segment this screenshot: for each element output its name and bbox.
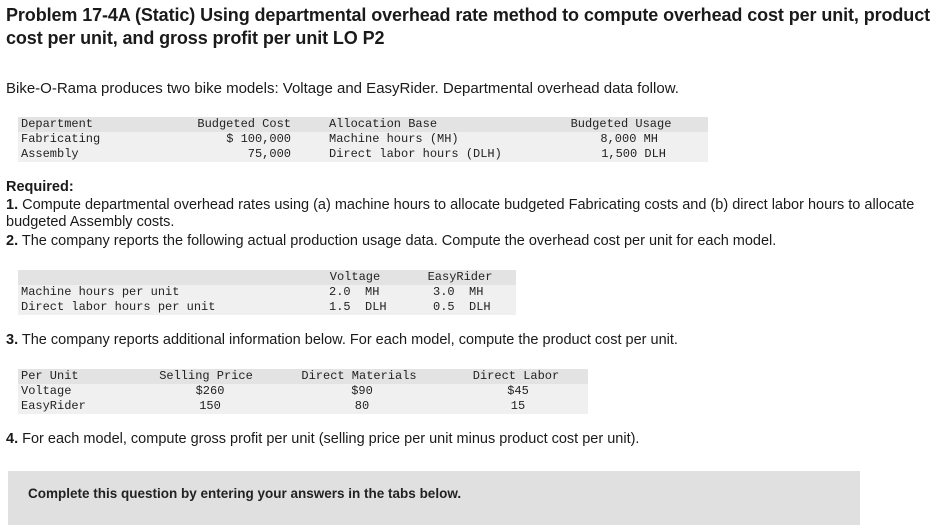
dept-row-assembly-base: Direct labor hours (DLH) bbox=[329, 147, 502, 161]
usage-row-labor-hours-voltage: 1.5 DLH bbox=[329, 300, 387, 314]
requirement-2 bbox=[6, 233, 936, 250]
requirement-1 bbox=[6, 197, 936, 231]
dept-header-allocation-base: Allocation Base bbox=[329, 117, 438, 131]
requirement-3-text: The company reports additional information below. For each model, compute the product cost per unit. bbox=[18, 332, 678, 348]
dept-row-assembly-name: Assembly bbox=[21, 147, 79, 161]
requirement-1-text: Compute departmental overhead rates using (a) machine hours to allocate budgeted Fabricating costs and (b) direct labor hours to allocate budgeted Assembly costs. bbox=[6, 197, 915, 230]
unit-header-selling-price: Selling Price bbox=[159, 369, 253, 383]
usage-row-labor-hours-easyrider: 0.5 DLH bbox=[433, 300, 491, 314]
requirement-1-number: 1. bbox=[6, 197, 19, 213]
usage-row-machine-hours-easyrider: 3.0 MH bbox=[433, 285, 484, 299]
usage-row-machine-hours-voltage: 2.0 MH bbox=[329, 285, 380, 299]
requirement-3-number: 3. bbox=[6, 332, 19, 348]
dept-row-assembly-usage: 1,500 DLH bbox=[601, 147, 666, 161]
dept-header-budgeted-usage: Budgeted Usage bbox=[570, 117, 672, 131]
unit-header-direct-labor: Direct Labor bbox=[472, 369, 560, 383]
dept-row-fabricating-base: Machine hours (MH) bbox=[329, 132, 459, 146]
dept-row-assembly-cost: 75,000 bbox=[247, 147, 291, 161]
requirement-4-number: 4. bbox=[6, 431, 19, 447]
dept-row-fabricating-usage: 8,000 MH bbox=[600, 132, 658, 146]
usage-row-labor-hours-label: Direct labor hours per unit bbox=[21, 300, 216, 314]
unit-row-voltage-labor: $45 bbox=[507, 384, 529, 398]
required-label: Required: bbox=[6, 179, 74, 195]
unit-row-easyrider-price: 150 bbox=[199, 399, 221, 413]
unit-row-voltage-materials: $90 bbox=[351, 384, 373, 398]
requirement-2-text: The company reports the following actual production usage data. Compute the overhead cost per unit for each model. bbox=[18, 233, 777, 249]
unit-header-direct-materials: Direct Materials bbox=[301, 369, 417, 383]
dept-row-fabricating-cost: $ 100,000 bbox=[226, 132, 291, 146]
problem-title: Problem 17-4A (Static) Using departmental overhead rate method to compute overhead cost per unit, product cost per unit, and gross profit per unit LO P2 bbox=[6, 5, 930, 48]
unit-header-per-unit: Per Unit bbox=[21, 369, 79, 383]
instructions-banner bbox=[8, 471, 860, 525]
requirement-4-text: For each model, compute gross profit per unit (selling price per unit minus product cost per unit). bbox=[18, 431, 640, 447]
instructions-banner-text: Complete this question by entering your answers in the tabs below. bbox=[28, 486, 462, 501]
dept-row-fabricating-name: Fabricating bbox=[21, 132, 101, 146]
unit-row-voltage-price: $260 bbox=[195, 384, 225, 398]
usage-row-machine-hours-label: Machine hours per unit bbox=[21, 285, 180, 299]
requirement-2-number: 2. bbox=[6, 233, 19, 249]
unit-row-easyrider-labor: 15 bbox=[510, 399, 526, 413]
requirement-4 bbox=[6, 431, 936, 448]
problem-intro: Bike-O-Rama produces two bike models: Voltage and EasyRider. Departmental overhead data follow. bbox=[6, 80, 679, 97]
usage-header-easyrider: EasyRider bbox=[427, 270, 493, 284]
unit-row-easyrider-label: EasyRider bbox=[21, 399, 86, 413]
dept-header-budgeted-cost: Budgeted Cost bbox=[197, 117, 291, 131]
unit-row-voltage-label: Voltage bbox=[21, 384, 72, 398]
requirement-3 bbox=[6, 332, 936, 349]
unit-row-easyrider-materials: 80 bbox=[354, 399, 370, 413]
dept-header-department: Department bbox=[21, 117, 94, 131]
usage-header-voltage: Voltage bbox=[329, 270, 381, 284]
